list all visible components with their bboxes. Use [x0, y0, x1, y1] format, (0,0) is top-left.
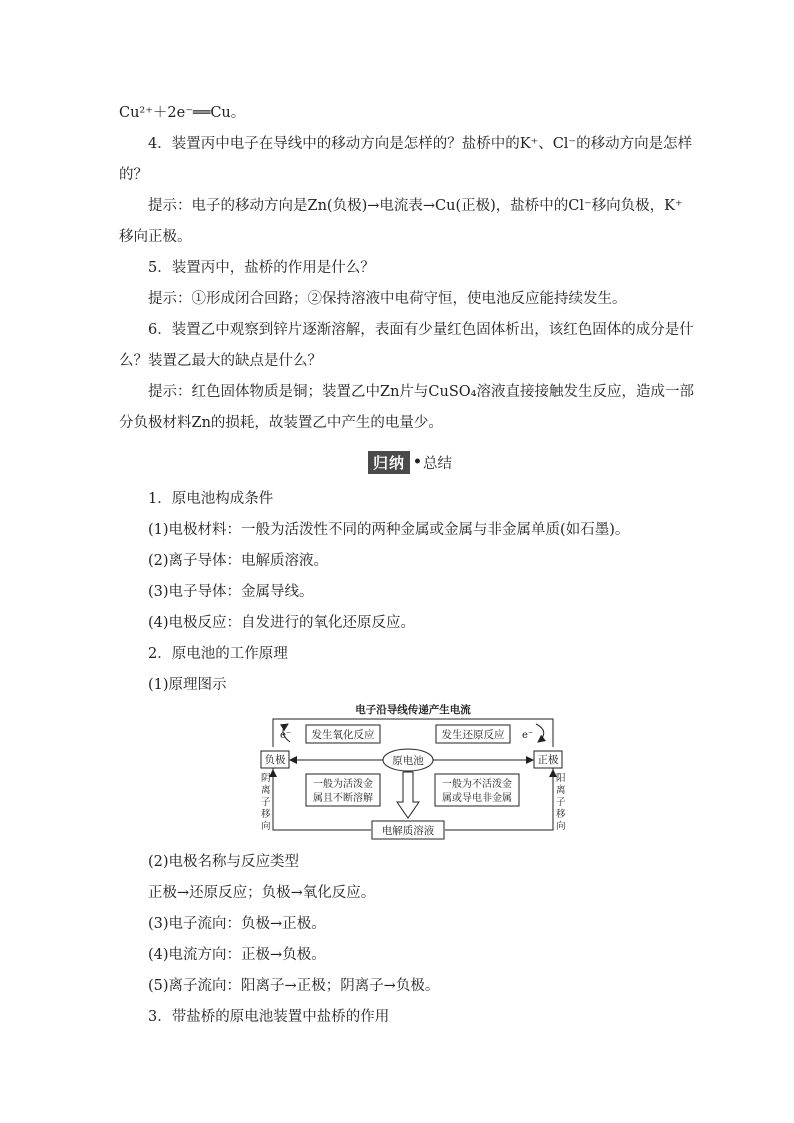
- question-4: 4．装置丙中电子在导线中的移动方向是怎样的？盐桥中的K⁺、Cl⁻的移动方向是怎样: [148, 136, 693, 152]
- cation-label-char: 移: [556, 809, 566, 820]
- banner-subtitle: 总结: [422, 455, 452, 472]
- electron-left-label: e⁻: [280, 730, 292, 741]
- positive-desc-line-1: 一般为不活泼金: [442, 779, 512, 790]
- diagram-title: 电子沿导线传递产生电流: [355, 704, 471, 716]
- text-line: 移向正极。: [119, 229, 192, 245]
- negative-desc-line-1: 一般为活泼金: [313, 779, 373, 790]
- summary-item: (1)电极材料：一般为活泼性不同的两种金属或金属与非金属单质(如石墨)。: [148, 522, 630, 538]
- summary-item: (3)电子流向：负极→正极。: [148, 916, 326, 932]
- anion-label-char: 离: [261, 785, 271, 796]
- summary-item: (1)原理图示: [148, 677, 227, 693]
- anion-label-char: 阴: [261, 773, 271, 784]
- question-6: 6．装置乙中观察到锌片逐渐溶解，表面有少量红色固体析出，该红色固体的成分是什: [148, 322, 694, 338]
- hint-4: 提示：电子的移动方向是Zn(负极)→电流表→Cu(正极)，盐桥中的Cl⁻移向负极，K⁺: [148, 198, 683, 214]
- text-line: Cu²⁺＋2e⁻══Cu。: [119, 105, 246, 121]
- banner-label: 归纳: [368, 451, 410, 474]
- anion-label-char: 子: [261, 797, 271, 808]
- summary-heading-2: 2．原电池的工作原理: [148, 646, 288, 662]
- electrolyte-label: 电解质溶液: [381, 825, 435, 837]
- summary-item: (4)电流方向：正极→负极。: [148, 947, 326, 963]
- hint-6: 提示：红色固体物质是铜；装置乙中Zn片与CuSO₄溶液直接接触发生反应，造成一部: [148, 384, 694, 400]
- summary-item: (4)电极反应：自发进行的氧化还原反应。: [148, 615, 416, 631]
- positive-electrode-label: 正极: [537, 754, 559, 766]
- section-banner: [368, 451, 452, 473]
- banner-dot: •: [413, 454, 422, 470]
- summary-heading-3: 3．带盐桥的原电池装置中盐桥的作用: [148, 1009, 390, 1025]
- summary-item: (2)离子导体：电解质溶液。: [148, 553, 329, 569]
- text-line: 的？: [119, 167, 148, 183]
- hollow-down-arrow: [397, 772, 419, 818]
- cation-label-char: 离: [556, 785, 566, 796]
- electron-right-label: e⁻: [522, 730, 534, 741]
- reduction-label: 发生还原反应: [441, 729, 505, 741]
- cell-center-label: 原电池: [392, 755, 424, 767]
- summary-item: (3)电子导体：金属导线。: [148, 584, 314, 600]
- electron-arrow-right: [536, 724, 544, 742]
- positive-desc-line-2: 属或导电非金属: [442, 793, 512, 804]
- cation-label-char: 阳: [556, 773, 566, 784]
- anion-label-char: 移: [261, 809, 271, 820]
- negative-electrode-label: 负极: [264, 754, 286, 766]
- hint-5: 提示：①形成闭合回路；②保持溶液中电荷守恒，使电池反应能持续发生。: [148, 291, 627, 307]
- negative-desc-line-2: 属且不断溶解: [313, 793, 373, 804]
- summary-item: (2)电极名称与反应类型: [148, 854, 300, 870]
- text-line: 分负极材料Zn的损耗，故装置乙中产生的电量少。: [119, 415, 443, 431]
- summary-heading-1: 1．原电池构成条件: [148, 491, 274, 507]
- galvanic-cell-diagram: [258, 702, 568, 844]
- summary-item: (5)离子流向：阳离子→正极；阴离子→负极。: [148, 978, 440, 994]
- anion-label-char: 向: [261, 821, 271, 832]
- cation-label-char: 向: [556, 821, 566, 832]
- cation-label-char: 子: [556, 797, 566, 808]
- oxidation-label: 发生氧化反应: [311, 729, 375, 741]
- question-5: 5．装置丙中，盐桥的作用是什么？: [148, 260, 375, 276]
- text-line: 么？装置乙最大的缺点是什么？: [119, 353, 322, 369]
- summary-item: 正极→还原反应；负极→氧化反应。: [148, 885, 376, 901]
